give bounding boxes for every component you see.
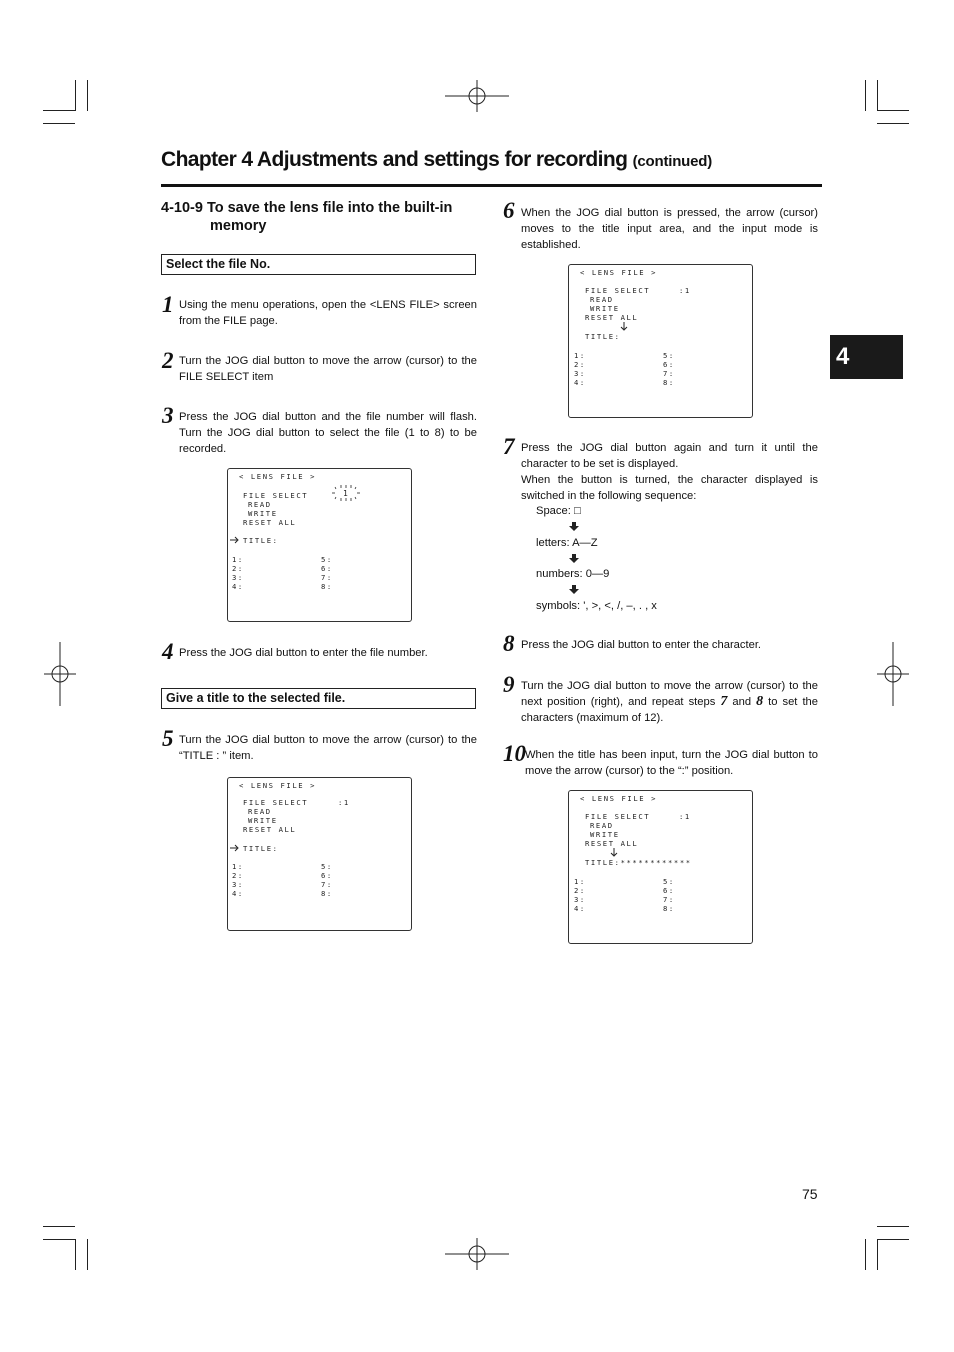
page-number: 75: [802, 1186, 818, 1202]
subhead-give-title: Give a title to the selected file.: [161, 688, 476, 709]
crop-mark: [877, 1239, 878, 1270]
step-text: Using the menu operations, open the <LENS FILE> screen from the FILE page.: [179, 299, 477, 327]
crop-mark: [75, 80, 76, 111]
sequence-item: symbols: ', >, <, /, –, . , x: [536, 600, 657, 612]
down-arrow-icon: [569, 522, 579, 531]
registration-mark: [445, 80, 509, 112]
crop-mark: [87, 80, 88, 111]
step-number: 4: [162, 639, 174, 664]
step-text: Turn the JOG dial button to move the arrow (cursor) to the next position (right), and repeat steps 7 and 8 to set the characters (maximum of 12).: [521, 680, 818, 724]
crop-mark: [865, 1239, 866, 1270]
registration-mark: [44, 642, 76, 706]
step-text: Turn the JOG dial button to move the arrow (cursor) to the FILE SELECT item: [179, 355, 477, 383]
cursor-down-arrow-icon: [610, 848, 618, 857]
screen-read: READ: [248, 500, 272, 509]
crop-mark: [877, 80, 878, 111]
lens-file-screen: < LENS FILE > FILE SELECT :1 READ WRITE RESET ALL TITLE: 1: 2: 3: 4: 5: 6: 7: 8:: [227, 777, 412, 931]
screen-reset-all: RESET ALL: [243, 518, 297, 527]
crop-mark: [43, 1226, 75, 1227]
screen-header: < LENS FILE >: [239, 472, 317, 481]
sequence-item: numbers: 0—9: [536, 568, 610, 580]
step-number: 6: [503, 198, 515, 223]
step-number: 8: [503, 631, 515, 656]
section-title: 4-10-9 To save the lens file into the built-in memory: [161, 200, 453, 234]
sequence-item: Space: □: [536, 505, 581, 517]
step-number: 9: [503, 672, 515, 697]
step-number: 1: [162, 292, 174, 317]
crop-mark: [43, 110, 75, 111]
crop-mark: [43, 1239, 75, 1240]
lens-file-screen: < LENS FILE > FILE SELECT 1 READ WRITE RESET ALL TITLE: 1: 2: 3: 4: 5: 6: 7: 8:: [227, 468, 412, 622]
crop-mark: [877, 1239, 909, 1240]
registration-mark: [445, 1238, 509, 1270]
step-number: 3: [162, 403, 174, 428]
down-arrow-icon: [569, 554, 579, 563]
step-number: 10: [503, 741, 526, 766]
cursor-down-arrow-icon: [620, 322, 628, 331]
step-number: 2: [162, 348, 174, 373]
registration-mark: [877, 642, 909, 706]
step-text: Turn the JOG dial button to move the arrow (cursor) to the “TITLE : ” item.: [179, 734, 477, 762]
chapter-tab: 4: [830, 335, 903, 379]
step-text: Press the JOG dial button to enter the character.: [521, 639, 762, 651]
crop-mark: [877, 123, 909, 124]
crop-mark: [877, 1226, 909, 1227]
subhead-select-file: Select the file No.: [161, 254, 476, 275]
lens-file-screen: < LENS FILE > FILE SELECT :1 READ WRITE RESET ALL TITLE:************ 1: 2: 3: 4: 5: 6: 7: 8:: [568, 790, 753, 944]
lens-file-screen: < LENS FILE > FILE SELECT :1 READ WRITE RESET ALL TITLE: 1: 2: 3: 4: 5: 6: 7: 8:: [568, 264, 753, 418]
down-arrow-icon: [569, 585, 579, 594]
screen-file-select: FILE SELECT: [243, 491, 309, 500]
chapter-title: Chapter 4 Adjustments and settings for recording (continued): [161, 148, 713, 171]
svg-text:1: 1: [343, 489, 350, 498]
step-text: Press the JOG dial button again and turn it until the character to be set is displayed.: [521, 442, 818, 470]
crop-mark: [87, 1239, 88, 1270]
continued-label: (continued): [632, 153, 713, 170]
flashing-number-icon: [331, 484, 361, 502]
step-number: 7: [503, 434, 515, 459]
sequence-item: letters: A—Z: [536, 537, 598, 549]
crop-mark: [865, 80, 866, 111]
step-text: Press the JOG dial button to enter the file number.: [179, 647, 428, 659]
crop-mark: [75, 1239, 76, 1270]
step-number: 5: [162, 726, 174, 751]
crop-mark: [43, 123, 75, 124]
screen-write: WRITE: [248, 509, 278, 518]
step-text: When the title has been input, turn the JOG dial button to move the arrow (cursor) to the “:” position.: [525, 749, 818, 777]
cursor-arrow-icon: [230, 844, 240, 852]
crop-mark: [877, 110, 909, 111]
step-text: When the JOG dial button is pressed, the arrow (cursor) moves to the title input area, and the input mode is established.: [521, 207, 818, 251]
header-rule: [161, 184, 822, 187]
step-text: Press the JOG dial button and the file number will flash. Turn the JOG dial button to select the file (1 to 8) to be recorded.: [179, 411, 477, 455]
cursor-arrow-icon: [230, 536, 240, 544]
step-text-extra: When the button is turned, the character displayed is switched in the following sequence:: [521, 474, 818, 502]
screen-title: TITLE:: [243, 536, 279, 545]
